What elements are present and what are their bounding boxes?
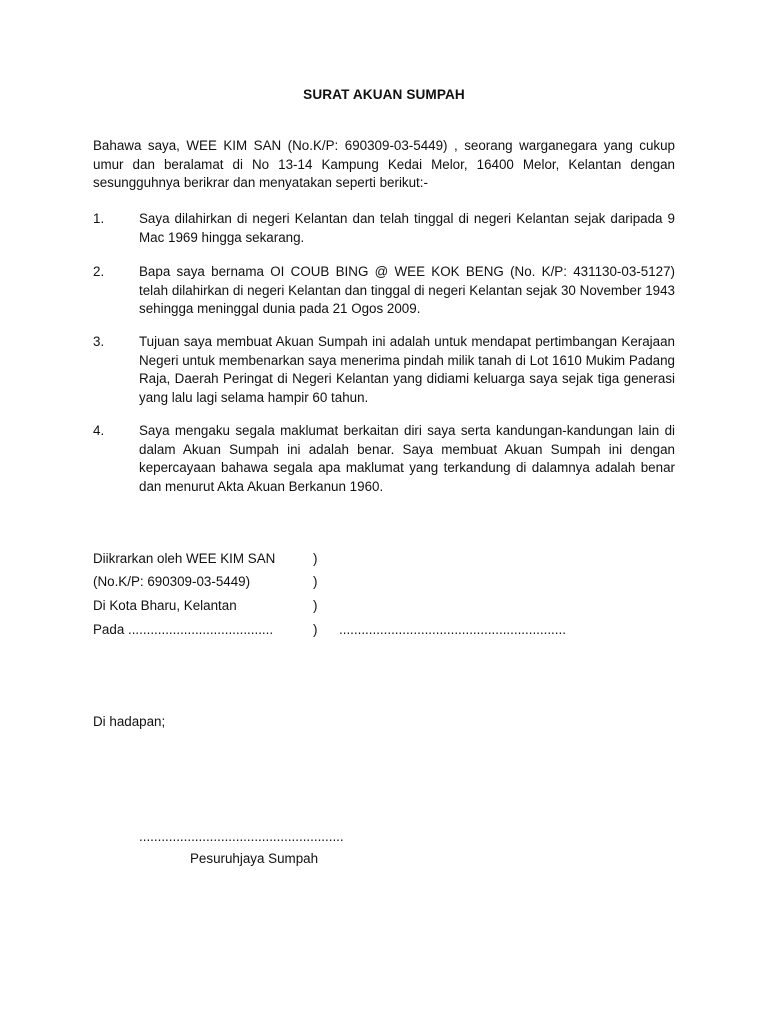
item-text: Saya dilahirkan di negeri Kelantan dan telah tinggal di negeri Kelantan sejak daripada 9 Mac 1969 hingga sekarang. [139, 211, 675, 245]
item-number: 1. [93, 211, 105, 226]
location-label: Di Kota Bharu, Kelantan [93, 598, 237, 613]
intro-paragraph: Bahawa saya, WEE KIM SAN (No.K/P: 690309-03-5449) , seorang warganegara yang cukup umur dan beralamat di No 13-14 Kampung Kedai Melor, 16400 Melor, Kelantan dengan sesungguhnya berikrar dan menyatakan seperti berikut:- [93, 138, 675, 190]
item-text: Bapa saya bernama OI COUB BING @ WEE KOK BENG (No. K/P: 431130-03-5127) telah dilahirkan di negeri Kelantan dan tinggal di negeri Kelantan sejak 30 November 1943 sehingga meninggal dunia pada 21 Ogos 2009. [139, 264, 675, 316]
list-item [93, 263, 675, 319]
before-label: Di hadapan; [93, 714, 166, 729]
item-text: Tujuan saya membuat Akuan Sumpah ini adalah untuk mendapat pertimbangan Kerajaan Negeri untuk membenarkan saya menerima pindah milik tanah di Lot 1610 Mukim Padang Raja, Daerah Peringat di Negeri Kelantan yang didiami keluarga saya sejak tiga generasi yang lalu lagi selama hampir 60 tahun. [139, 334, 675, 405]
ic-number-label: (No.K/P: 690309-03-5449) [93, 574, 251, 589]
bracket: ) [313, 622, 318, 637]
declared-by-label: Diikrarkan oleh WEE KIM SAN [93, 551, 276, 566]
item-text: Saya mengaku segala maklumat berkaitan diri saya serta kandungan-kandungan lain di dalam Akuan Sumpah ini adalah benar. Saya membuat Akuan Sumpah ini dengan kepercayaan bahawa segala apa maklumat yang terkandung di dalamnya adalah benar dan menurut Akta Akuan Berkanun 1960. [139, 423, 675, 494]
bracket: ) [313, 574, 318, 589]
bracket: ) [313, 551, 318, 566]
list-item [93, 210, 675, 247]
bracket: ) [313, 598, 318, 613]
date-label: Pada ....................................... [93, 622, 274, 637]
commissioner-signature-line: ....................................................... [139, 829, 344, 844]
list-item [93, 333, 675, 407]
document-title: SURAT AKUAN SUMPAH [303, 87, 465, 102]
item-number: 4. [93, 423, 105, 438]
list-item [93, 422, 675, 496]
item-number: 3. [93, 334, 105, 349]
signature-line: ............................................................. [339, 622, 566, 637]
item-number: 2. [93, 264, 105, 279]
commissioner-label: Pesuruhjaya Sumpah [190, 851, 319, 866]
